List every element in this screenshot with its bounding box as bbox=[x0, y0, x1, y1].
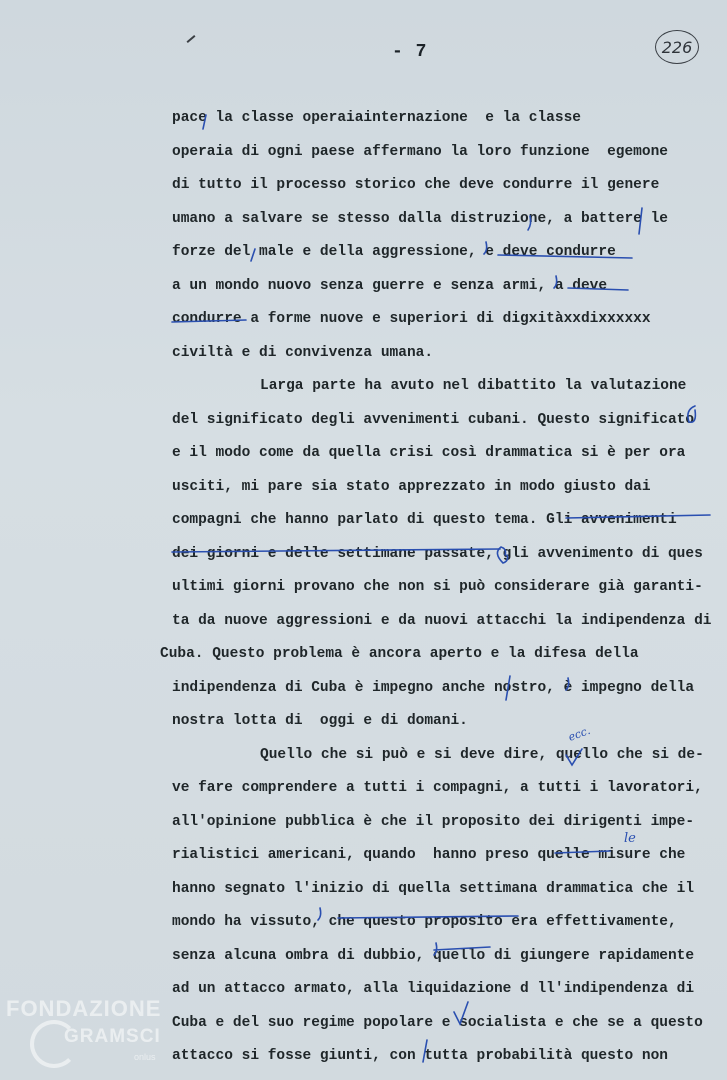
text-line: compagni che hanno parlato di questo tema. Gli avvenimenti bbox=[172, 512, 677, 528]
text-line: usciti, mi pare sia stato apprezzato in modo giusto dai bbox=[172, 478, 651, 495]
archive-watermark bbox=[6, 996, 196, 1076]
text-line: ta da nuove aggressioni e da nuovi attacchi la indipendenza di bbox=[172, 612, 712, 629]
text-line: Quello che si può e si deve dire, quello che si de- bbox=[260, 746, 704, 763]
marginal-note-ecc: ecc. bbox=[566, 723, 593, 744]
watermark-line2: GRAMSCI bbox=[64, 1026, 161, 1047]
text-line: ve fare comprendere a tutti i compagni, a tutti i lavoratori, bbox=[172, 780, 703, 796]
text-line: umano a salvare se stesso dalla distruzione, a battere le bbox=[172, 210, 668, 227]
text-line: attacco si fosse giunti, con tutta probabilità questo non bbox=[172, 1048, 668, 1064]
text-line: civiltà e di convivenza umana. bbox=[172, 344, 434, 361]
text-line: pace la classe operaiainternazione e la classe bbox=[172, 110, 581, 126]
text-line: ultimi giorni provano che non si può considerare già garanti- bbox=[172, 579, 703, 595]
text-line: rialistici americani, quando hanno preso quelle misure che bbox=[172, 847, 686, 863]
typewritten-text bbox=[160, 108, 727, 1080]
text-line: Cuba. Questo problema è ancora aperto e la difesa della bbox=[160, 646, 639, 662]
text-line: di tutto il processo storico che deve condurre il genere bbox=[172, 177, 660, 193]
page-number: - 7 bbox=[392, 42, 428, 62]
watermark-line1: FONDAZIONE bbox=[6, 996, 162, 1021]
text-line: indipendenza di Cuba è impegno anche nostro, è impegno della bbox=[172, 679, 695, 696]
text-line: nostra lotta di oggi e di domani. bbox=[172, 713, 468, 729]
text-line: all'opinione pubblica è che il proposito dei dirigenti impe- bbox=[172, 813, 695, 830]
archive-number-stamp: 226 bbox=[655, 30, 699, 64]
text-line: dei giorni e delle settimane passate, gli avvenimento di ques bbox=[172, 545, 703, 562]
marginal-note-le: le bbox=[624, 831, 636, 846]
text-line: condurre a forme nuove e superiori di digxitàxxdixxxxxx bbox=[172, 311, 651, 327]
text-line: del significato degli avvenimenti cubani. Questo significato bbox=[172, 411, 695, 428]
text-line: Larga parte ha avuto nel dibattito la valutazione bbox=[260, 378, 687, 394]
text-line: Cuba e del suo regime popolare e socialista e che se a questo bbox=[172, 1014, 703, 1031]
text-line: forze del male e della aggressione, e deve condurre bbox=[172, 244, 616, 260]
pen-tick-mark bbox=[187, 35, 196, 43]
text-line: senza alcuna ombra di dubbio, quello di giungere rapidamente bbox=[172, 947, 695, 964]
text-line: ad un attacco armato, alla liquidazione d ll'indipendenza di bbox=[172, 981, 695, 997]
text-line: hanno segnato l'inizio di quella settimana drammatica che il bbox=[172, 880, 695, 897]
text-line: operaia di ogni paese affermano la loro funzione egemone bbox=[172, 143, 668, 160]
watermark-line3: onlus bbox=[134, 1052, 156, 1062]
text-line: a un mondo nuovo senza guerre e senza armi, a deve bbox=[172, 277, 608, 294]
text-line: e il modo come da quella crisi così drammatica si è per ora bbox=[172, 445, 686, 461]
text-line: mondo ha vissuto, che questo proposito era effettivamente, bbox=[172, 914, 677, 930]
